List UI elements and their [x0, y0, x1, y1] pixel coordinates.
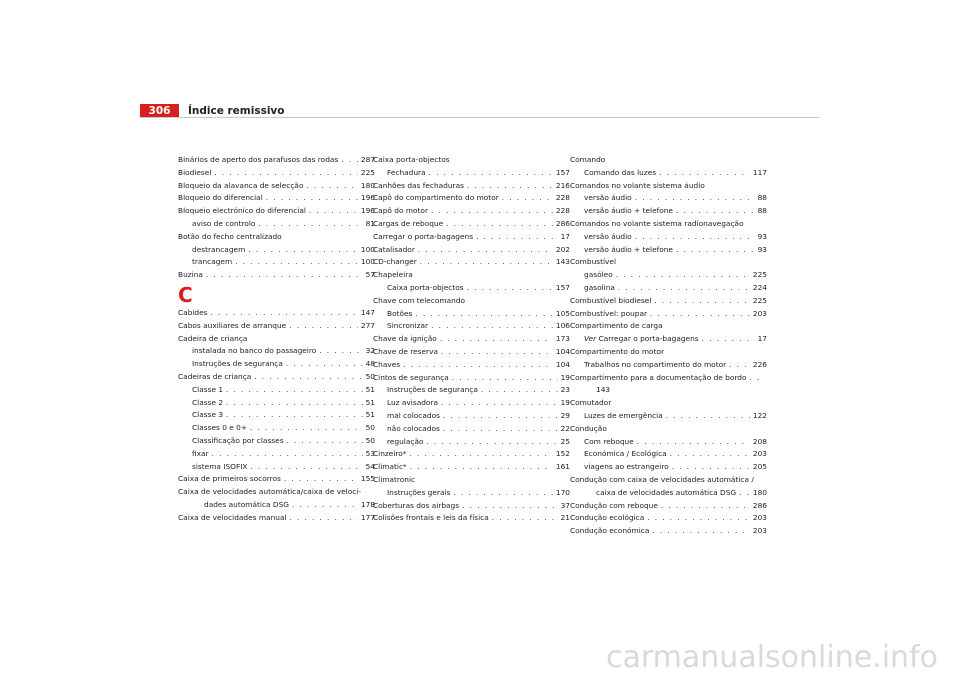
index-entry: Chaves . . . 104	[373, 359, 570, 372]
index-heading: Chapeleira	[373, 270, 413, 280]
index-subentry: Fechadura . . . 157	[373, 167, 570, 180]
index-subentry: regulação . . . 25	[373, 436, 570, 449]
index-subentry: gasolina . . . 224	[570, 282, 767, 295]
index-subentry: Instruções de segurança . . . 23	[373, 384, 570, 397]
index-subentry: Trabalhos no compartimento do motor . . . 226	[570, 359, 767, 372]
index-entry: Cinzeiro* . . . 152	[373, 448, 570, 461]
index-subentry: Instruções gerais . . . 170	[373, 487, 570, 500]
index-subentry: Instruções de segurança . . . 48	[178, 358, 375, 371]
index-subentry: Sincronizar . . . 106	[373, 320, 570, 333]
index-subentry: Classe 1 . . . 51	[178, 384, 375, 397]
index-heading: Comutador	[570, 398, 612, 408]
index-subentry: Botões . . . 105	[373, 308, 570, 321]
index-entry: Caixa de velocidades manual . . . 177	[178, 512, 375, 525]
index-entry: Bloqueio electrónico do diferencial . . . 196	[178, 205, 375, 218]
index-entry: Condução ecológica . . . 203	[570, 512, 767, 525]
header-rule	[140, 117, 820, 118]
index-entry: Colisões frontais e leis da física . . . 21	[373, 512, 570, 525]
index-subentry: aviso de controlo . . . 81	[178, 218, 375, 231]
index-heading: Condução com caixa de velocidades automática /	[570, 474, 754, 484]
index-entry: Combustível biodiesel . . . 225	[570, 295, 767, 308]
index-entry: Biodiesel . . . 225	[178, 167, 375, 180]
index-entry: Carregar o porta-bagagens . . . 17	[373, 231, 570, 244]
index-subentry: Classes 0 e 0+ . . . 50	[178, 422, 375, 435]
index-heading: Caixa porta-objectos	[373, 155, 450, 164]
index-subentry: Ver Carregar o porta-bagagens . . . 17	[570, 333, 767, 346]
index-subentry: viagens ao estrangeiro . . . 205	[570, 461, 767, 474]
index-entry: Coberturas dos airbags . . . 37	[373, 500, 570, 513]
index-heading: Compartimento de carga	[570, 321, 663, 331]
index-subentry: trancagem . . . 100	[178, 256, 375, 269]
index-column-3	[570, 154, 767, 538]
index-entry: Cadeiras de criança . . . 50	[178, 371, 375, 384]
index-entry: Buzina . . . 57	[178, 269, 375, 282]
page-title: Índice remissivo	[188, 105, 285, 117]
index-subentry: Luz avisadora . . . 19	[373, 397, 570, 410]
index-heading: Comandos no volante sistema áudio	[570, 180, 705, 190]
index-subentry: Com reboque . . . 208	[570, 436, 767, 449]
index-heading: Combustível	[570, 257, 617, 267]
index-subentry: Classe 2 . . . 51	[178, 397, 375, 410]
index-entry: CD-changer . . . 143	[373, 256, 570, 269]
index-continuation: caixa de velocidades automática DSG . . . 180	[570, 487, 767, 500]
index-entry: Bloqueio do diferencial . . . 196	[178, 192, 375, 205]
index-subentry: versão áudio . . . 88	[570, 192, 767, 205]
index-entry: Capô do compartimento do motor . . . 228	[373, 192, 570, 205]
index-subentry: Caixa porta-objectos . . . 157	[373, 282, 570, 295]
index-heading: Caixa de velocidades automática/caixa de veloci-	[178, 487, 362, 497]
index-entry: Cabos auxiliares de arranque . . . 277	[178, 320, 375, 333]
index-entry: Canhões das fechaduras . . . 216	[373, 180, 570, 193]
index-entry: Caixa de primeiros socorros . . . 155	[178, 473, 375, 486]
index-heading: Chave com telecomando	[373, 295, 466, 305]
index-column-2	[373, 154, 570, 525]
watermark: carmanualsonline.info	[606, 640, 938, 675]
index-subentry: Classificação por classes . . . 50	[178, 435, 375, 448]
index-entry: Bloqueio da alavanca de selecção . . . 180	[178, 180, 375, 193]
index-subentry: mal colocados . . . 29	[373, 410, 570, 423]
index-subentry: destrancagem . . . 100	[178, 244, 375, 257]
index-entry: Cabides . . . 147	[178, 307, 375, 320]
index-subentry: Luzes de emergência . . . 122	[570, 410, 767, 423]
index-subentry: sistema ISOFIX . . . 54	[178, 461, 375, 474]
page-number: 306	[140, 104, 179, 118]
index-entry: Capô do motor . . . 228	[373, 205, 570, 218]
index-entry: Condução económica . . . 203	[570, 525, 767, 538]
index-continuation: 143	[596, 385, 611, 395]
index-subentry: Classe 3 . . . 51	[178, 409, 375, 422]
index-heading: Comando	[570, 155, 606, 164]
index-heading: Comandos no volante sistema radionavegação	[570, 218, 744, 228]
index-subentry: fixar . . . 53	[178, 448, 375, 461]
index-subentry: instalada no banco do passageiro . . . 32	[178, 345, 375, 358]
index-column-1	[178, 154, 375, 525]
index-subentry: versão áudio + telefone . . . 88	[570, 205, 767, 218]
index-subentry: não colocados . . . 22	[373, 423, 570, 436]
index-entry: Binários de aperto dos parafusos das rodas . . . 287	[178, 154, 375, 167]
index-heading: Climatronic	[373, 474, 416, 484]
index-entry: Cintos de segurança . . . 19	[373, 372, 570, 385]
index-entry: Chave da ignição . . . 173	[373, 333, 570, 346]
index-subentry: versão áudio . . . 93	[570, 231, 767, 244]
index-continuation: dades automática DSG . . . 178	[178, 499, 375, 512]
index-subentry: Económica / Ecológica . . . 203	[570, 448, 767, 461]
section-letter: C	[178, 282, 193, 307]
index-entry: Combustível: poupar . . . 203	[570, 308, 767, 321]
index-heading: Botão do fecho centralizado	[178, 231, 282, 241]
index-entry: Compartimento para a documentação de bordo . . .	[570, 372, 767, 385]
index-entry: Condução com reboque . . . 286	[570, 500, 767, 513]
index-heading: Cadeira de criança	[178, 333, 248, 343]
index-heading: Compartimento do motor	[570, 346, 665, 356]
index-subentry: versão áudio + telefone . . . 93	[570, 244, 767, 257]
index-subentry: gasóleo . . . 225	[570, 269, 767, 282]
index-entry: Climatic* . . . 161	[373, 461, 570, 474]
see-reference: Ver	[584, 334, 597, 344]
index-entry: Chave de reserva . . . 104	[373, 346, 570, 359]
index-entry: Cargas de reboque . . . 286	[373, 218, 570, 231]
index-subentry: Comando das luzes . . . 117	[570, 167, 767, 180]
index-entry: Catalisador . . . 202	[373, 244, 570, 257]
index-heading: Condução	[570, 423, 607, 433]
